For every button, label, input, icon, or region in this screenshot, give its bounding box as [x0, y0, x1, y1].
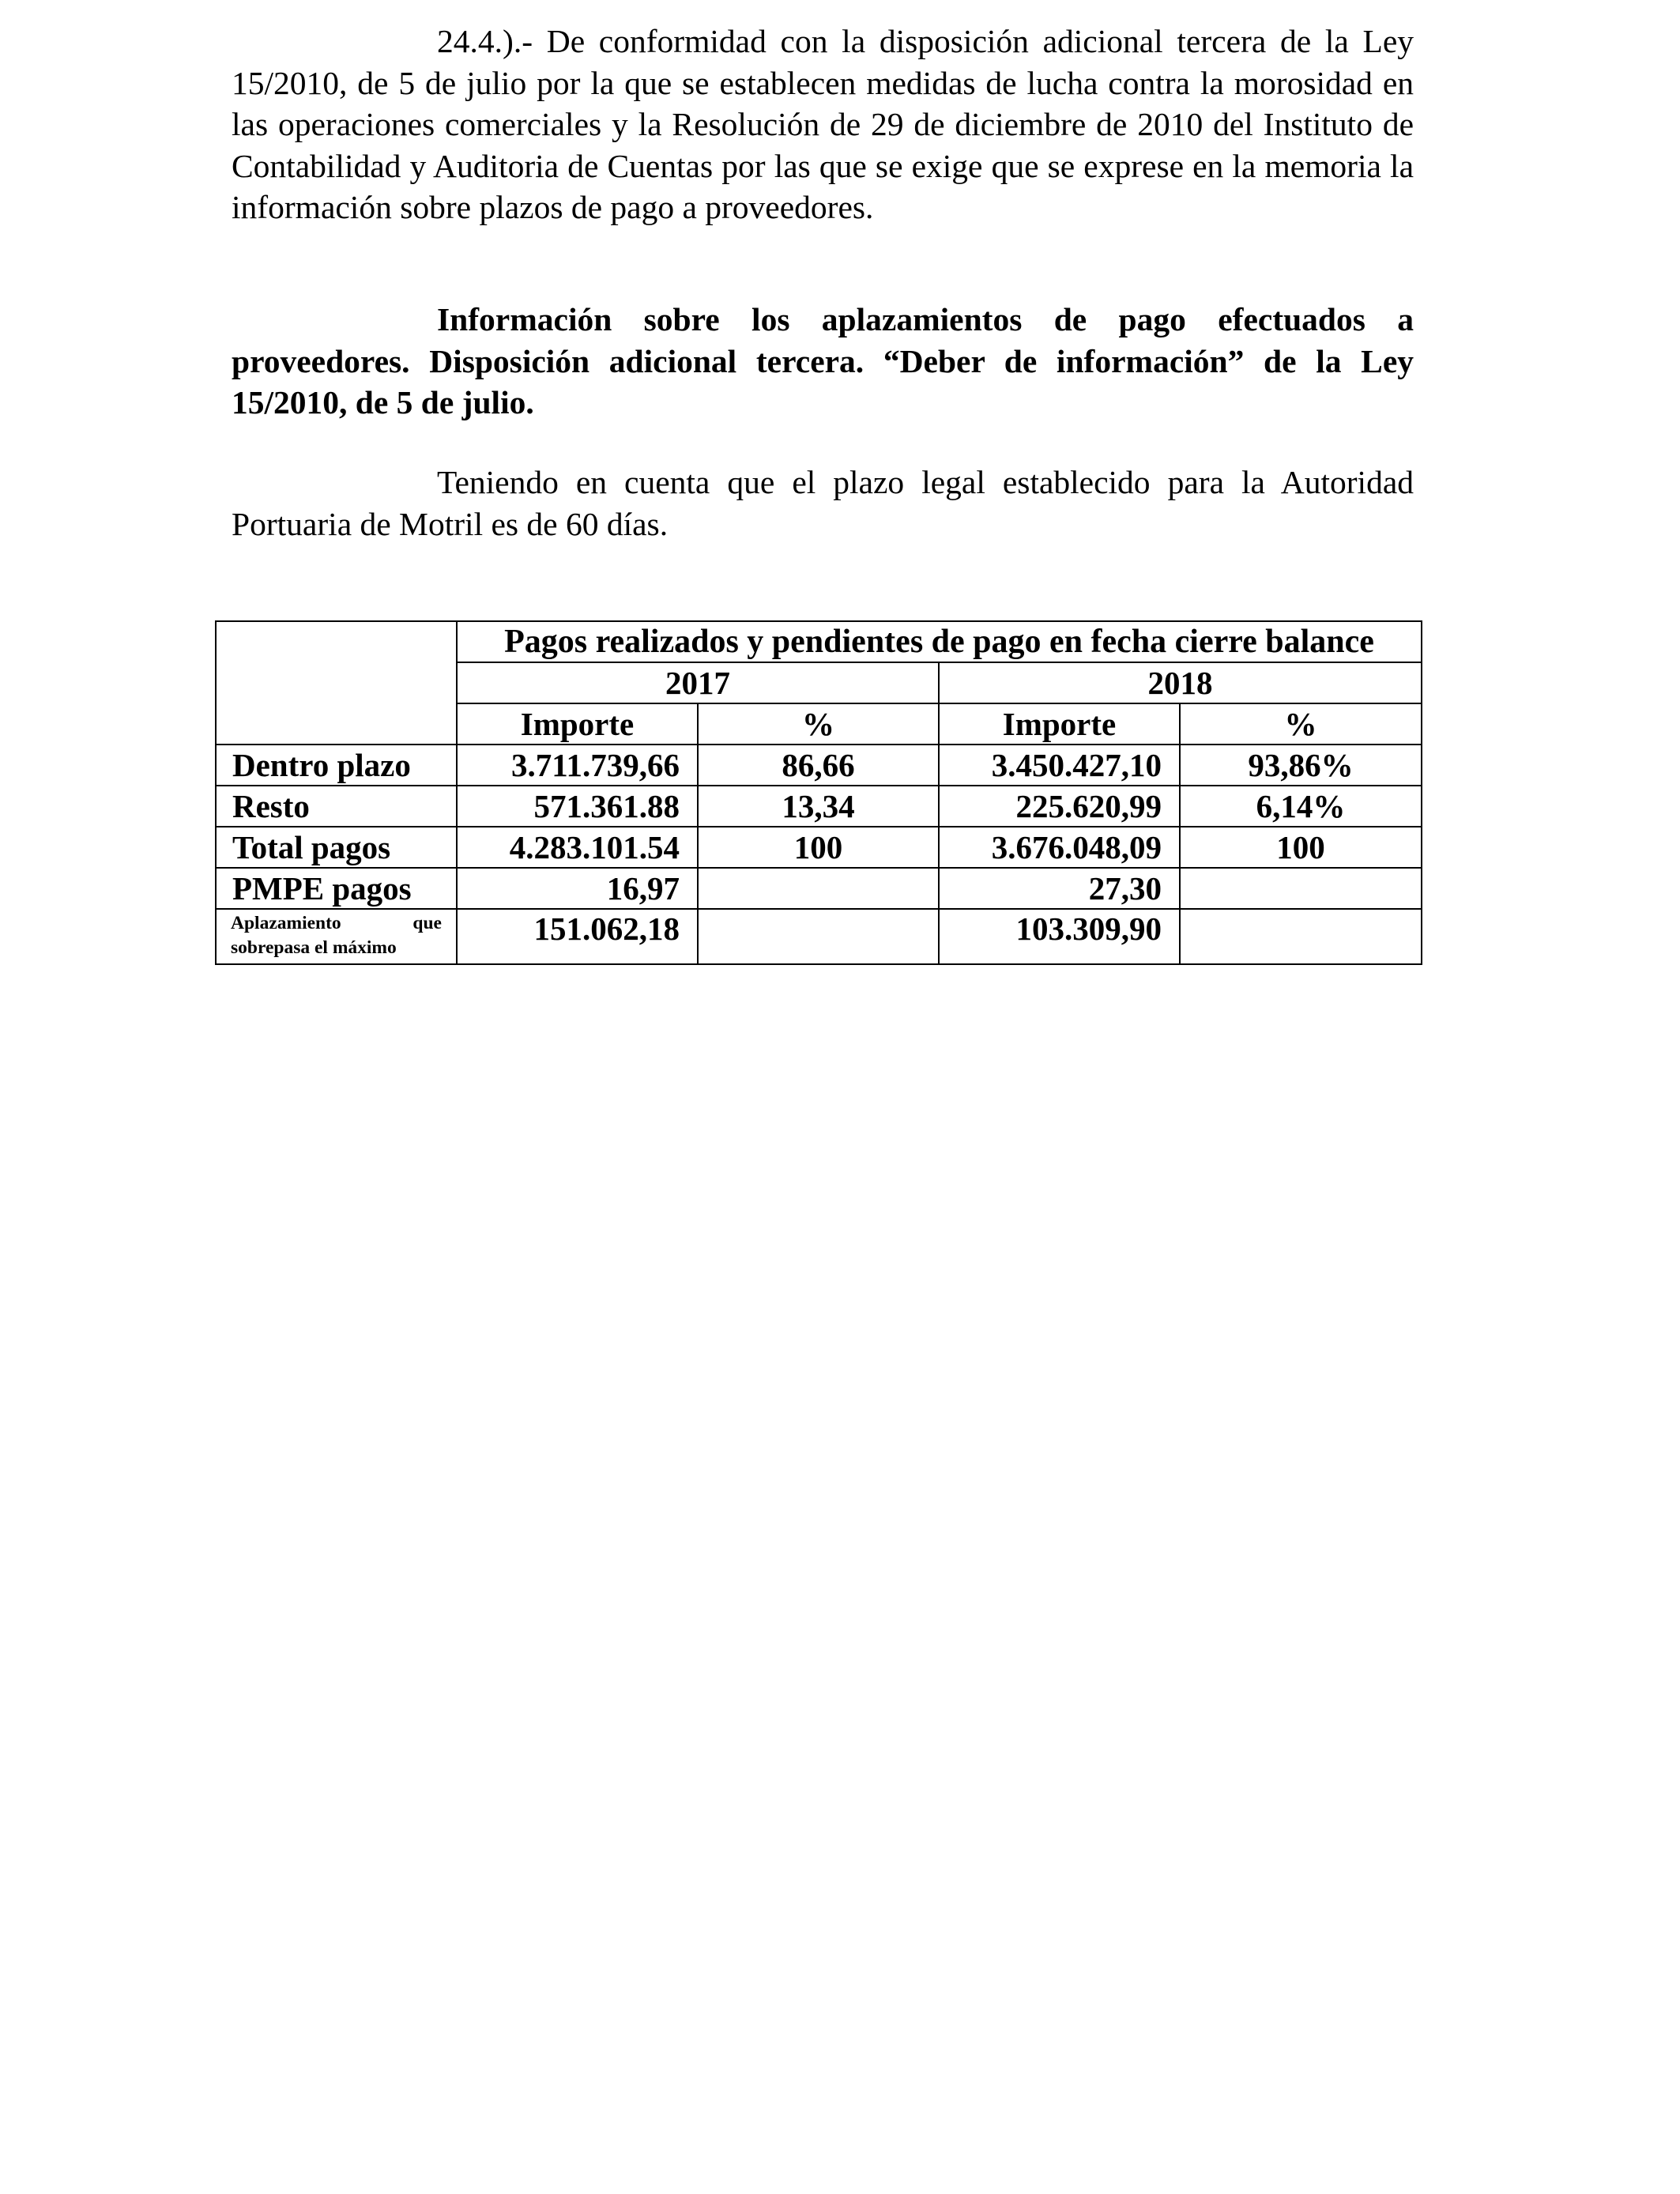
row-label-aplazamiento — [216, 909, 457, 964]
importe-2018: 3.450.427,10 — [939, 745, 1180, 786]
importe-2018: 27,30 — [939, 868, 1180, 909]
pct-header-2018: % — [1180, 703, 1422, 745]
importe-2018: 103.309,90 — [939, 909, 1180, 964]
row-label: PMPE pagos — [216, 868, 457, 909]
pct-2017-empty — [698, 909, 939, 964]
pct-2017 — [698, 868, 939, 909]
table-row — [216, 868, 1422, 909]
pct-2018-empty — [1180, 909, 1422, 964]
table-row — [216, 786, 1422, 827]
pct-2018: 6,14% — [1180, 786, 1422, 827]
section-heading: Información sobre los aplazamientos de pago efectuados a proveedores. Disposición adicional tercera. “Deber de información” de la Ley 15/2010, de 5 de julio. — [232, 301, 1414, 420]
year-2017-header: 2017 — [457, 662, 939, 703]
payments-table — [215, 620, 1422, 965]
table-title: Pagos realizados y pendientes de pago en fecha cierre balance — [457, 621, 1422, 662]
label-word-1: Aplazamiento — [231, 913, 341, 933]
table-row — [216, 909, 1422, 964]
row-label: Resto — [216, 786, 457, 827]
importe-2017: 16,97 — [457, 868, 698, 909]
importe-2017: 151.062,18 — [457, 909, 698, 964]
pct-2018: 93,86% — [1180, 745, 1422, 786]
importe-2018: 225.620,99 — [939, 786, 1180, 827]
importe-header-2017: Importe — [457, 703, 698, 745]
legal-term-note: Teniendo en cuenta que el plazo legal establecido para la Autoridad Portuaria de Motril es de 60 días. — [232, 464, 1414, 542]
pct-2018 — [1180, 868, 1422, 909]
label-line-2: sobrepasa el máximo — [231, 937, 397, 958]
row-label: Dentro plazo — [216, 745, 457, 786]
importe-2017: 3.711.739,66 — [457, 745, 698, 786]
year-2018-header: 2018 — [939, 662, 1422, 703]
importe-2018: 3.676.048,09 — [939, 827, 1180, 868]
table-row — [216, 745, 1422, 786]
row-label: Total pagos — [216, 827, 457, 868]
label-word-2: que — [412, 913, 442, 933]
table-row — [216, 827, 1422, 868]
empty-corner-cell — [216, 621, 457, 745]
importe-2017: 571.361.88 — [457, 786, 698, 827]
pct-2017: 100 — [698, 827, 939, 868]
pct-2018: 100 — [1180, 827, 1422, 868]
pct-2017: 86,66 — [698, 745, 939, 786]
pct-2017: 13,34 — [698, 786, 939, 827]
importe-header-2018: Importe — [939, 703, 1180, 745]
table-title-row — [216, 621, 1422, 662]
pct-header-2017: % — [698, 703, 939, 745]
importe-2017: 4.283.101.54 — [457, 827, 698, 868]
intro-paragraph: 24.4.).- De conformidad con la disposición adicional tercera de la Ley 15/2010, de 5 de julio por la que se establecen medidas de lucha contra la morosidad en las operaciones comerciales y la Resolución de 29 de diciembre de 2010 del Instituto de Contabilidad y Auditoria de Cuentas por las que se exige que se exprese en la memoria la información sobre plazos de pago a proveedores. — [232, 23, 1414, 225]
